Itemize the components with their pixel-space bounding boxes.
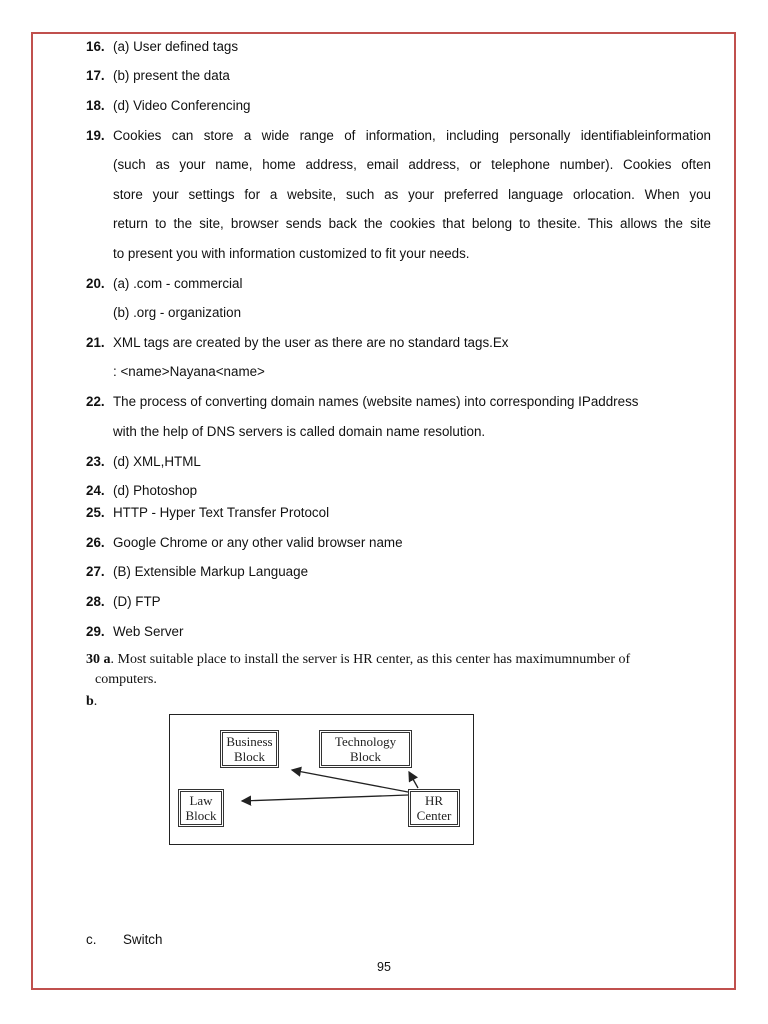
answer-number: 28. <box>86 594 105 609</box>
answer-text-line: computers. <box>95 672 157 687</box>
node-label: Technology <box>334 734 397 749</box>
answer-text-line: Cookies can store a wide range of information, including personally identifiableinformation <box>113 128 711 143</box>
link-hr-to-business <box>292 770 408 792</box>
answer-number: 17. <box>86 68 105 83</box>
answer-text: (B) Extensible Markup Language <box>113 564 309 579</box>
part-label: b <box>86 694 94 709</box>
answer-number: 23. <box>86 454 105 469</box>
answer-text-line: return to the site, browser sends back the cookies that belong to thesite. This allows the site <box>113 216 711 231</box>
node-label: Business <box>226 734 273 749</box>
answer-text: (d) XML,HTML <box>113 454 201 469</box>
answer-text-line: (a) .com - commercial <box>113 276 243 291</box>
answer-text: Google Chrome or any other valid browser name <box>113 535 403 550</box>
answer-text: (b) present the data <box>113 68 230 83</box>
answer-text: Switch <box>123 932 163 947</box>
node-label: Center <box>416 808 452 823</box>
answer-text: . Most suitable place to install the server is HR center, as this center has maximumnumber of <box>110 652 631 667</box>
answer-text: (a) User defined tags <box>113 39 239 54</box>
node-label: Block <box>185 808 217 823</box>
answer-number: 26. <box>86 535 105 550</box>
answer-text-line: XML tags are created by the user as there are no standard tags.Ex <box>113 335 509 350</box>
answer-number: 30 <box>86 652 100 667</box>
answer-number: 22. <box>86 394 105 409</box>
answer-text-line: The process of converting domain names (website names) into corresponding IPaddress <box>113 394 639 409</box>
answer-text-line: : <name>Nayana<name> <box>113 364 265 379</box>
answer-text-line: (such as your name, home address, email address, or telephone number). Cookies often <box>113 157 711 172</box>
answer-text-line: with the help of DNS servers is called domain name resolution. <box>113 424 486 439</box>
answer-text-line: (b) .org - organization <box>113 305 242 320</box>
link-hr-to-technology <box>409 772 418 788</box>
answer-number: 24. <box>86 483 105 498</box>
answer-text: (d) Photoshop <box>113 483 198 498</box>
part-label-dot: . <box>93 694 98 709</box>
answer-text: (D) FTP <box>113 594 161 609</box>
node-label: Law <box>189 793 213 808</box>
node-label: Block <box>233 749 266 764</box>
node-label: HR <box>424 793 444 808</box>
answer-text: HTTP - Hyper Text Transfer Protocol <box>113 505 330 520</box>
answer-text: (d) Video Conferencing <box>113 98 251 113</box>
part-label: a <box>103 652 111 667</box>
network-layout-diagram <box>169 714 474 845</box>
answer-30-part-a <box>86 652 630 668</box>
page-number: 95 <box>377 960 391 974</box>
answer-number: 18. <box>86 98 105 113</box>
answer-text: Web Server <box>113 624 184 639</box>
answer-number: 21. <box>86 335 105 350</box>
link-hr-to-law <box>242 795 408 801</box>
answer-number: 29. <box>86 624 105 639</box>
part-label: c. <box>86 932 97 947</box>
answer-number: 27. <box>86 564 105 579</box>
diagram-connections <box>170 715 472 843</box>
answer-30-part-b <box>86 694 97 710</box>
answer-text-line: to present you with information customized to fit your needs. <box>113 246 470 261</box>
answer-number: 25. <box>86 505 105 520</box>
answer-number: 16. <box>86 39 105 54</box>
answer-number: 19. <box>86 128 105 143</box>
answer-number: 20. <box>86 276 105 291</box>
answer-text-line: store your settings for a website, such as your preferred language orlocation. When you <box>113 187 711 202</box>
node-label: Block <box>349 749 382 764</box>
